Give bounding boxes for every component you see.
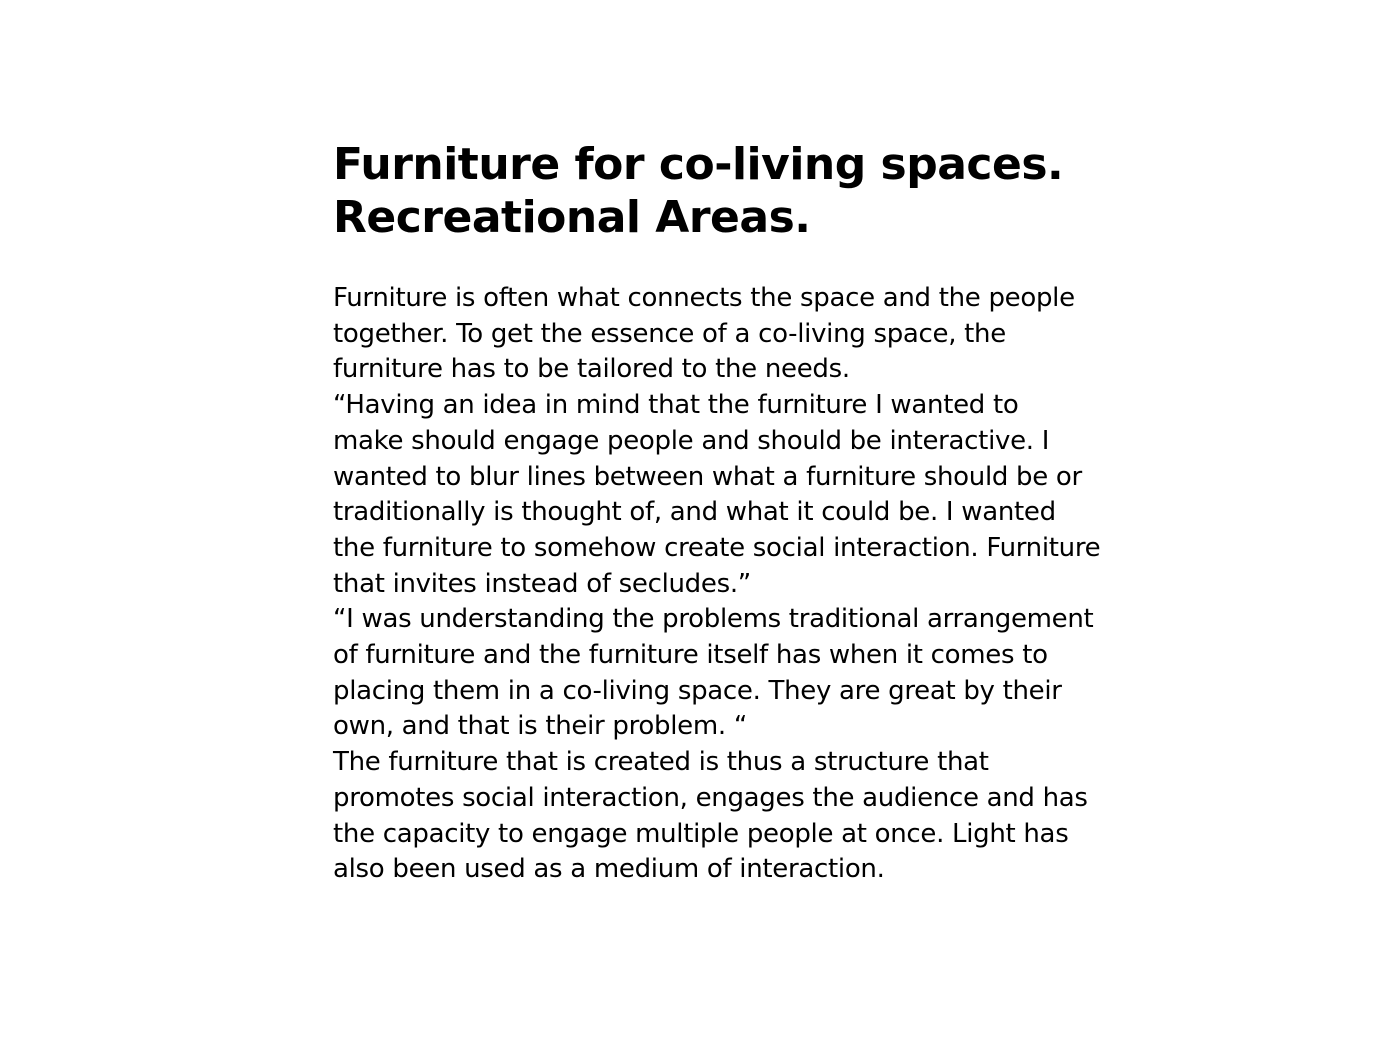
body-line: promotes social interaction, engages the audience and has [333, 782, 1088, 813]
paragraph-conclusion [333, 745, 1088, 888]
body-line: also been used as a medium of interaction. [333, 854, 885, 885]
body-line: own, and that is their problem. “ [333, 711, 747, 742]
body-line: “Having an idea in mind that the furniture I wanted to [333, 390, 1019, 421]
body-line: wanted to blur lines between what a furniture should be or [333, 461, 1082, 492]
body-line: “I was understanding the problems traditional arrangement [333, 604, 1094, 635]
body-line: of furniture and the furniture itself has when it comes to [333, 640, 1048, 671]
body-line: together. To get the essence of a co-living space, the [333, 318, 1006, 349]
body-line: placing them in a co-living space. They are great by their [333, 675, 1062, 706]
document-page [333, 138, 1101, 888]
body-line: traditionally is thought of, and what it could be. I wanted [333, 497, 1056, 528]
document-title [333, 138, 1078, 244]
body-line: The furniture that is created is thus a structure that [333, 747, 989, 778]
paragraph-quote-1 [333, 388, 1101, 602]
body-line: the capacity to engage multiple people at once. Light has [333, 818, 1069, 849]
title-line-1: Furniture for co-living spaces. [333, 139, 1064, 190]
title-line-2: Recreational Areas. [333, 192, 811, 243]
paragraph-intro [333, 281, 1078, 388]
document-body [333, 281, 1101, 888]
paragraph-quote-2 [333, 602, 1094, 745]
body-line: Furniture is often what connects the space and the people [333, 283, 1075, 313]
body-line: the furniture to somehow create social interaction. Furniture [333, 532, 1101, 563]
body-line: make should engage people and should be interactive. I [333, 425, 1050, 456]
body-line: furniture has to be tailored to the needs. [333, 354, 850, 385]
body-line: that invites instead of secludes.” [333, 568, 751, 599]
